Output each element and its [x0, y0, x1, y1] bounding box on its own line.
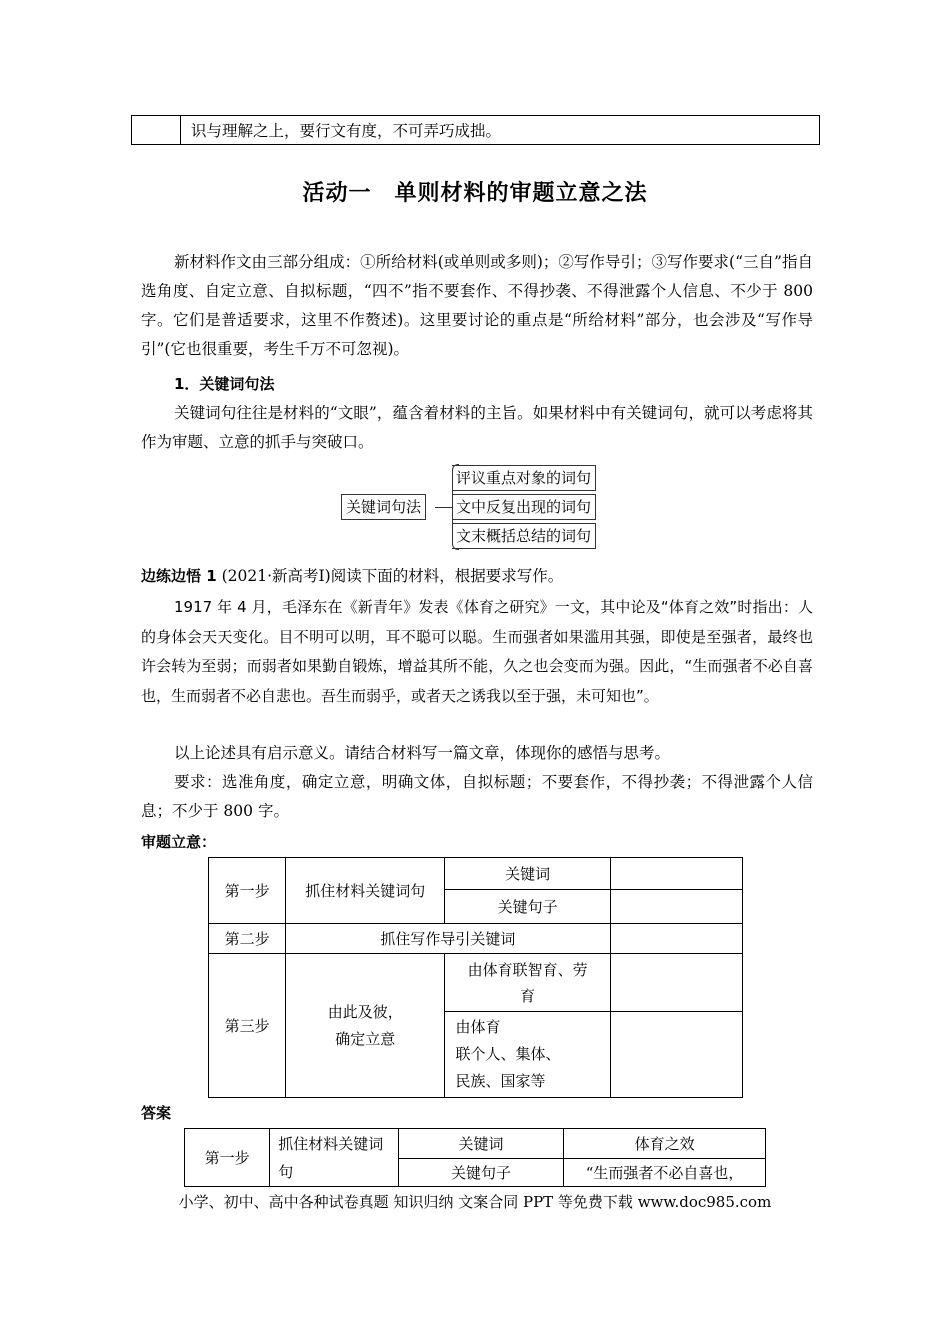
keyword-cell: 关键词	[445, 858, 610, 890]
top-table-text-cell: 识与理解之上，要行文有度，不可弄巧成拙。	[181, 116, 820, 145]
exercise-heading	[141, 562, 813, 591]
answer-keysentence-cell: 关键句子	[398, 1159, 563, 1187]
step3-sub2-line-3: 民族、国家等	[455, 1072, 546, 1090]
answer-keyword-cell: 关键词	[398, 1129, 563, 1159]
section-paragraph: 关键词句往往是材料的“文眼”，蕴含着材料的主旨。如果材料中有关键词句，就可以考虑将其作为审题、立意的抓手与突破口。	[141, 404, 813, 451]
section-heading: 1．关键词句法	[174, 375, 275, 393]
step3-desc-cell	[286, 954, 445, 1098]
step3-sub2-answer-blank	[610, 1012, 742, 1098]
step3-sub2-line-1: 由体育	[455, 1018, 501, 1036]
mind-map-brace	[452, 464, 459, 550]
answer-keysentence-value: “生而强者不必自喜也，	[564, 1159, 766, 1187]
step1-desc-cell: 抓住材料关键词句	[286, 858, 445, 924]
top-table-empty-cell	[132, 116, 181, 145]
exercise-task: 以上论述具有启示意义。请结合材料写一篇文章，体现你的感悟与思考。	[174, 744, 671, 762]
step1-cell: 第一步	[209, 858, 286, 924]
answer-step1-cell: 第一步	[185, 1129, 270, 1187]
step3-sub1-cell: 由体育联智育、劳育	[445, 954, 610, 1012]
answer-step1-desc-cell: 抓住材料关键词句	[270, 1129, 399, 1187]
step2-cell: 第二步	[209, 924, 286, 954]
keyword-answer-blank	[610, 858, 742, 890]
exercise-material: 1917 年 4 月，毛泽东在《新青年》发表《体育之研究》一文，其中论及“体育之效”时指出：人的身体会天天变化。目不明可以明，耳不聪可以聪。生而强者如果滥用其强，即使是至强者，最终也许会转为至弱；而弱者如果勤自锻炼，增益其所不能，久之也会变而为强。因此，“生而强者不必自喜也，生而弱者不必自悲也。吾生而弱乎，或者天之诱我以至于强，未可知也”。	[141, 598, 813, 705]
exercise-label: 边练边悟 1	[141, 567, 217, 585]
mind-map-connector	[435, 507, 453, 508]
mind-map-branch-3: 文末概括总结的词句	[452, 523, 596, 549]
page-footer: 小学、初中、高中各种试卷真题 知识归纳 文案合同 PPT 等免费下载 www.doc985.com	[178, 1193, 772, 1211]
step3-sub2-line-2: 联个人、集体、	[455, 1045, 561, 1063]
keysentence-cell: 关键句子	[445, 890, 610, 924]
answer-keyword-value: 体育之效	[564, 1129, 766, 1159]
step3-cell: 第三步	[209, 954, 286, 1098]
page-title: 活动一 单则材料的审题立意之法	[302, 181, 648, 206]
exercise-requirements: 要求：选准角度，确定立意，明确文体，自拟标题；不要套作，不得抄袭；不得泄露个人信息；不少于 800 字。	[141, 773, 813, 820]
steps-table	[208, 857, 743, 1098]
intro-paragraph: 新材料作文由三部分组成：①所给材料(或单则或多则)；②写作导引；③写作要求(“三自”指自选角度、自定立意、自拟标题，“四不”指不要套作、不得抄袭、不得泄露个人信息、不少于 800 字。它们是普适要求，这里不作赘述)。这里要讨论的重点是“所给材料”部分，也会涉及“写作导引”(它也很重要，考生千万不可忽视)。	[141, 253, 813, 358]
mind-map-branch-1: 评议重点对象的词句	[452, 465, 596, 491]
step2-answer-blank	[610, 924, 742, 954]
step3-desc-line-1: 由此及彼，	[327, 1002, 403, 1021]
exercise-source: (2021·新高考Ⅰ)阅读下面的材料，根据要求写作。	[221, 567, 564, 585]
step3-sub1-answer-blank	[610, 954, 742, 1012]
answer-table	[184, 1128, 766, 1187]
step2-desc-cell: 抓住写作导引关键词	[286, 924, 611, 954]
top-continuation-table	[131, 115, 820, 145]
step3-sub2-cell	[445, 1012, 610, 1098]
analysis-label: 审题立意：	[141, 833, 217, 851]
mind-map-branch-2: 文中反复出现的词句	[452, 494, 596, 520]
mind-map-root: 关键词句法	[341, 494, 426, 520]
answer-label: 答案	[141, 1104, 172, 1122]
step3-desc-line-2: 确定立意	[335, 1029, 396, 1048]
keysentence-answer-blank	[610, 890, 742, 924]
